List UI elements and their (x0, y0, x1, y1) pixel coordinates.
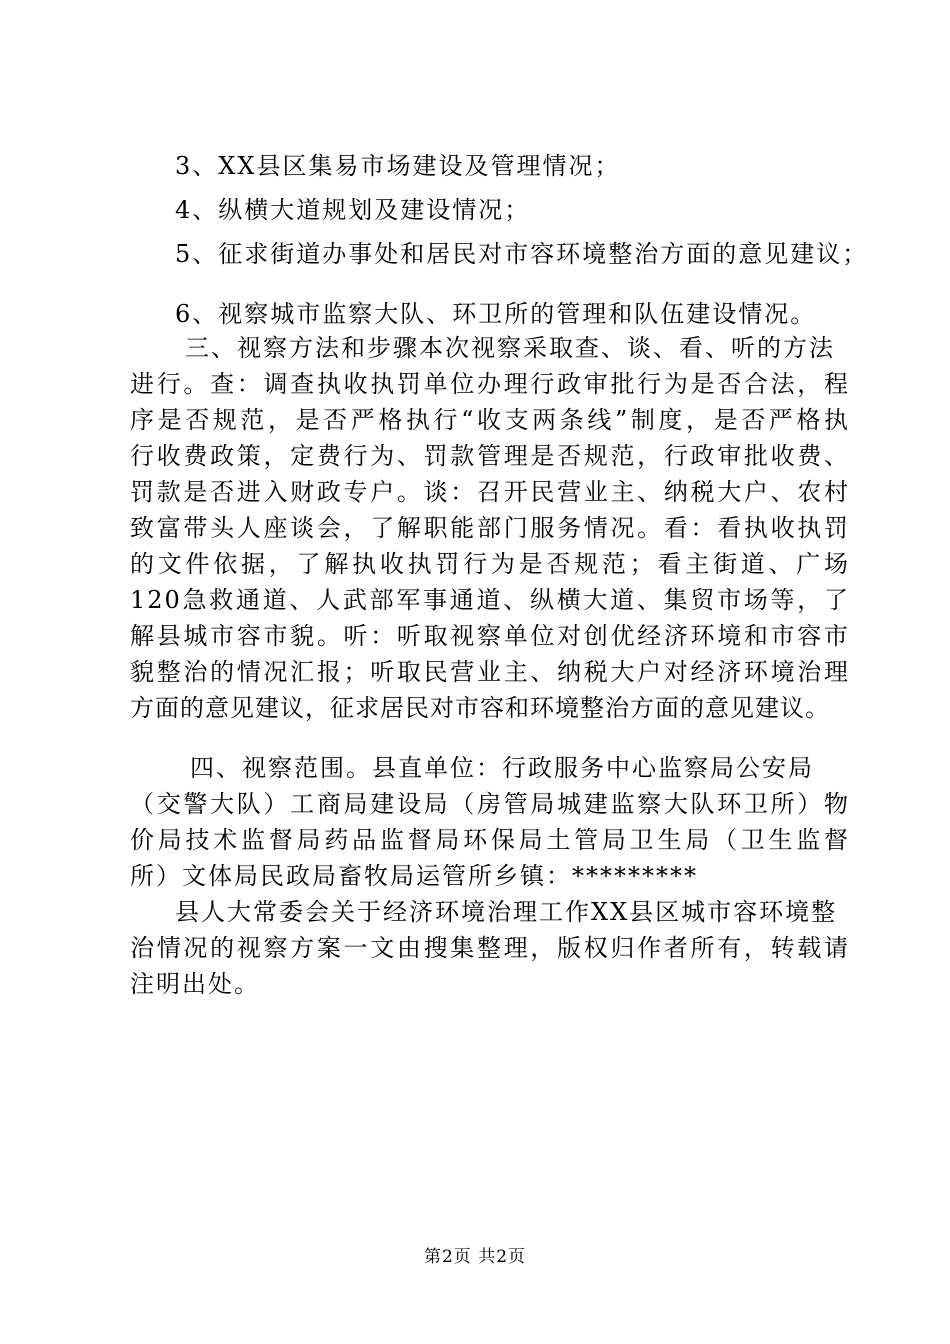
list-item-4: 4、纵横大道规划及建设情况； (175, 196, 531, 224)
section3-line-4: 行收费政策，定费行为、罚款管理是否规范，行政审批收费、 (130, 442, 850, 470)
section4-line-1: 四、视察范围。县直单位：行政服务中心监察局公安局 (190, 754, 814, 782)
section3-line-8: 120急救通道、人武部军事通道、纵横大道、集贸市场等，了 (130, 586, 850, 614)
section3-line-6: 致富带头人座谈会，了解职能部门服务情况。看：看执收执罚 (130, 514, 850, 542)
list-item-6: 6、视察城市监察大队、环卫所的管理和队伍建设情况。 (175, 300, 817, 328)
section3-line-2: 进行。查：调查执收执罚单位办理行政审批行为是否合法，程 (130, 370, 850, 398)
section3-line-11: 方面的意见建议，征求居民对市容和环境整治方面的意见建议。 (130, 694, 830, 722)
section3-line-3: 序是否规范，是否严格执行“收支两条线”制度，是否严格执 (130, 406, 850, 434)
closing-line-1: 县人大常委会关于经济环境治理工作XX县区城市容环境整 (175, 898, 838, 926)
closing-line-2: 治情况的视察方案一文由搜集整理，版权归作者所有，转载请 (130, 934, 850, 962)
section4-line-4: 所）文体局民政局畜牧局运管所乡镇：********* (130, 862, 698, 890)
section4-line-3: 价局技术监督局药品监督局环保局土管局卫生局（卫生监督 (130, 826, 850, 854)
list-item-3: 3、XX县区集易市场建设及管理情况； (175, 152, 621, 180)
page-number-footer: 第2页 共2页 (423, 1247, 527, 1267)
section3-line-9: 解县城市容市貌。听：听取视察单位对创优经济环境和市容市 (130, 622, 850, 650)
section3-line-1: 三、视察方法和步骤本次视察采取查、谈、看、听的方法 (185, 334, 835, 362)
section3-line-7: 的文件依据，了解执收执罚行为是否规范；看主街道、广场 (130, 550, 850, 578)
section4-line-2: （交警大队）工商局建设局（房管局城建监察大队环卫所）物 (130, 790, 850, 818)
section3-line-5: 罚款是否进入财政专户。谈：召开民营业主、纳税大户、农村 (130, 478, 850, 506)
closing-line-3: 注明出处。 (130, 970, 260, 998)
section3-line-10: 貌整治的情况汇报；听取民营业主、纳税大户对经济环境治理 (130, 658, 850, 686)
list-item-5: 5、征求街道办事处和居民对市容环境整治方面的意见建议； (175, 240, 869, 268)
